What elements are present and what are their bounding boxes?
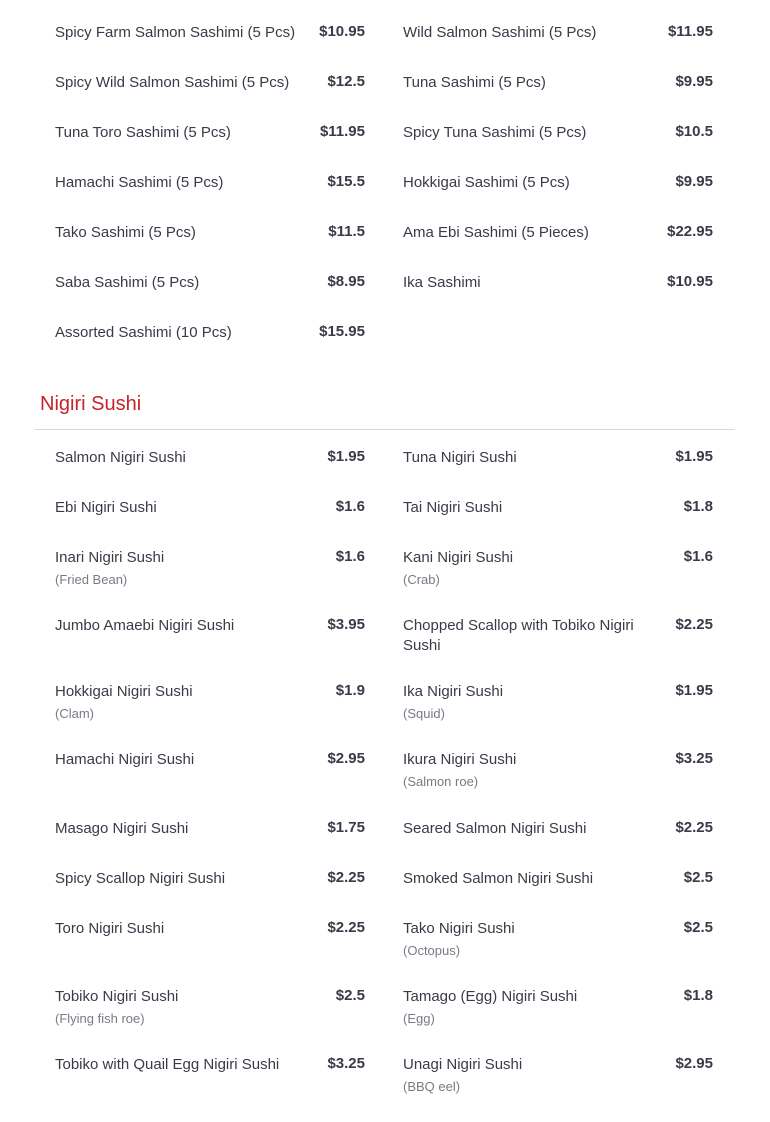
item-price: $2.25 <box>675 819 713 836</box>
item-name: Wild Salmon Sashimi (5 Pcs) <box>403 24 597 41</box>
item-price: $1.6 <box>683 548 713 565</box>
item-name: Chopped Scallop with Tobiko Nigiri Sushi <box>403 617 634 654</box>
item-price: $2.5 <box>335 987 365 1004</box>
item-name: Tai Nigiri Sushi <box>403 499 503 516</box>
item-title: Kani Nigiri Sushi <box>403 549 514 566</box>
item-price: $1.8 <box>683 987 713 1004</box>
item-title: Inari Nigiri Sushi <box>55 549 165 566</box>
item-title: Tako Nigiri Sushi <box>403 920 515 937</box>
item-price: $15.5 <box>327 173 365 190</box>
item-price: $2.25 <box>675 616 713 633</box>
item-price: $11.95 <box>667 23 713 40</box>
item-name: Spicy Scallop Nigiri Sushi <box>55 870 226 887</box>
item-description: (Egg) <box>403 1011 435 1026</box>
item-name: Tako Sashimi (5 Pcs) <box>55 224 196 241</box>
item-name: Masago Nigiri Sushi <box>55 820 189 837</box>
item-title: Tamago (Egg) Nigiri Sushi <box>403 988 578 1005</box>
item-name <box>403 987 653 1028</box>
item-price: $15.95 <box>319 323 365 340</box>
item-price: $1.6 <box>335 498 365 515</box>
item-price: $9.95 <box>675 173 713 190</box>
item-name <box>403 1055 653 1096</box>
item-price: $2.5 <box>683 869 713 886</box>
item-description: (Salmon roe) <box>403 774 479 789</box>
item-name: Tobiko with Quail Egg Nigiri Sushi <box>55 1056 280 1073</box>
item-name: Hamachi Nigiri Sushi <box>55 751 195 768</box>
item-price: $3.95 <box>327 616 365 633</box>
item-title: Hokkigai Nigiri Sushi <box>55 683 193 700</box>
item-price: $1.6 <box>335 548 365 565</box>
item-price: $11.5 <box>328 223 365 240</box>
item-price: $1.95 <box>675 448 713 465</box>
item-price: $3.25 <box>327 1055 365 1072</box>
item-name: Ika Sashimi <box>403 274 481 291</box>
item-price: $1.95 <box>675 682 713 699</box>
item-name <box>55 682 305 723</box>
item-name: Toro Nigiri Sushi <box>55 920 165 937</box>
item-description: (BBQ eel) <box>403 1079 461 1094</box>
item-description: (Flying fish roe) <box>55 1011 145 1026</box>
section-title-nigiri: Nigiri Sushi <box>40 393 142 415</box>
item-price: $10.5 <box>675 123 713 140</box>
item-price: $1.95 <box>327 448 365 465</box>
item-name: Tuna Sashimi (5 Pcs) <box>403 74 546 91</box>
item-description: (Clam) <box>55 706 94 721</box>
item-name: Tuna Toro Sashimi (5 Pcs) <box>55 124 231 141</box>
item-price: $2.95 <box>327 750 365 767</box>
item-price: $22.95 <box>667 223 713 240</box>
item-price: $10.95 <box>319 23 365 40</box>
item-name <box>403 682 653 723</box>
item-price: $1.75 <box>327 819 365 836</box>
item-name: Smoked Salmon Nigiri Sushi <box>403 870 594 887</box>
item-price: $12.5 <box>327 73 365 90</box>
item-title: Unagi Nigiri Sushi <box>403 1056 523 1073</box>
item-description: (Crab) <box>403 572 440 587</box>
section-divider <box>35 429 735 430</box>
item-price: $1.9 <box>335 682 365 699</box>
item-price: $8.95 <box>327 273 365 290</box>
item-name: Spicy Farm Salmon Sashimi (5 Pcs) <box>55 24 296 41</box>
item-description: (Fried Bean) <box>55 572 128 587</box>
item-description: (Octopus) <box>403 943 461 958</box>
item-price: $1.8 <box>683 498 713 515</box>
item-name: Spicy Tuna Sashimi (5 Pcs) <box>403 124 587 141</box>
item-name: Hamachi Sashimi (5 Pcs) <box>55 174 224 191</box>
item-name: Hokkigai Sashimi (5 Pcs) <box>403 174 570 191</box>
item-name: Seared Salmon Nigiri Sushi <box>403 820 587 837</box>
item-price: $2.5 <box>683 919 713 936</box>
item-name: Ebi Nigiri Sushi <box>55 499 157 516</box>
item-name: Salmon Nigiri Sushi <box>55 449 186 466</box>
item-price: $10.95 <box>667 273 713 290</box>
item-title: Tobiko Nigiri Sushi <box>55 988 179 1005</box>
item-title: Ikura Nigiri Sushi <box>403 751 517 768</box>
item-price: $2.25 <box>327 869 365 886</box>
item-price: $2.25 <box>327 919 365 936</box>
item-price: $9.95 <box>675 73 713 90</box>
item-name: Ama Ebi Sashimi (5 Pieces) <box>403 224 589 241</box>
item-name: Assorted Sashimi (10 Pcs) <box>55 324 232 341</box>
item-name <box>55 987 305 1028</box>
item-price: $2.95 <box>675 1055 713 1072</box>
item-name <box>403 750 653 791</box>
item-name: Spicy Wild Salmon Sashimi (5 Pcs) <box>55 74 290 91</box>
item-name <box>403 548 653 589</box>
item-price: $3.25 <box>675 750 713 767</box>
item-price: $11.95 <box>319 123 365 140</box>
item-description: (Squid) <box>403 706 445 721</box>
item-name: Saba Sashimi (5 Pcs) <box>55 274 200 291</box>
item-name: Tuna Nigiri Sushi <box>403 449 517 466</box>
item-name <box>403 919 653 960</box>
item-name: Jumbo Amaebi Nigiri Sushi <box>55 617 235 634</box>
item-name <box>55 548 305 589</box>
item-title: Ika Nigiri Sushi <box>403 683 504 700</box>
